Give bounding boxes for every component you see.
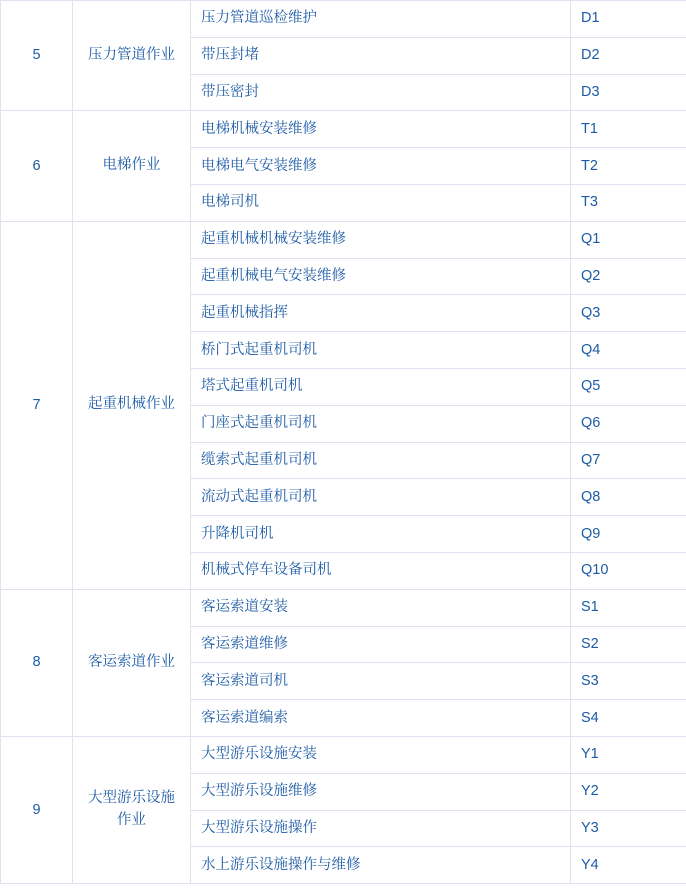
- operation-code-cell: D2: [571, 37, 686, 74]
- row-index-cell: 8: [1, 589, 73, 736]
- operation-item-cell: 客运索道维修: [191, 626, 571, 663]
- operation-code-cell: D1: [571, 1, 686, 38]
- operation-item-cell: 电梯司机: [191, 184, 571, 221]
- operation-code-cell: Q8: [571, 479, 686, 516]
- row-index-cell: 7: [1, 221, 73, 589]
- operation-item-cell: 电梯电气安装维修: [191, 148, 571, 185]
- table-row: [1, 736, 686, 773]
- category-label: 大型游乐设施作业: [88, 790, 175, 829]
- operation-code-cell: Q6: [571, 405, 686, 442]
- operation-code-cell: Q5: [571, 368, 686, 405]
- operation-item-cell: 机械式停车设备司机: [191, 552, 571, 589]
- operation-code-cell: Q4: [571, 332, 686, 369]
- row-index-cell: 5: [1, 1, 73, 111]
- operation-item-cell: 客运索道安装: [191, 589, 571, 626]
- operation-item-cell: 电梯机械安装维修: [191, 111, 571, 148]
- row-index-cell: 6: [1, 111, 73, 221]
- category-cell: [73, 221, 191, 589]
- operation-code-cell: Y3: [571, 810, 686, 847]
- category-cell: [73, 111, 191, 221]
- category-label: 客运索道作业: [88, 653, 175, 670]
- operation-item-cell: 大型游乐设施维修: [191, 773, 571, 810]
- operation-item-cell: 起重机械指挥: [191, 295, 571, 332]
- category-label: 压力管道作业: [88, 46, 175, 63]
- operation-item-cell: 水上游乐设施操作与维修: [191, 847, 571, 884]
- table-row: [1, 221, 686, 258]
- operation-item-cell: 缆索式起重机司机: [191, 442, 571, 479]
- operation-code-cell: S3: [571, 663, 686, 700]
- operation-code-cell: T1: [571, 111, 686, 148]
- operation-code-cell: Q3: [571, 295, 686, 332]
- operation-code-cell: Q9: [571, 516, 686, 553]
- operation-code-cell: Y1: [571, 736, 686, 773]
- operation-item-cell: 门座式起重机司机: [191, 405, 571, 442]
- operation-code-cell: S1: [571, 589, 686, 626]
- category-cell: [73, 1, 191, 111]
- table-body: [1, 1, 686, 884]
- operation-code-cell: Q2: [571, 258, 686, 295]
- operation-item-cell: 流动式起重机司机: [191, 479, 571, 516]
- operation-code-cell: Y2: [571, 773, 686, 810]
- operation-code-cell: T3: [571, 184, 686, 221]
- operation-item-cell: 带压封堵: [191, 37, 571, 74]
- operation-item-cell: 塔式起重机司机: [191, 368, 571, 405]
- operation-code-cell: Q10: [571, 552, 686, 589]
- operation-item-cell: 大型游乐设施操作: [191, 810, 571, 847]
- operation-item-cell: 大型游乐设施安装: [191, 736, 571, 773]
- operation-code-cell: Q7: [571, 442, 686, 479]
- operation-item-cell: 起重机械电气安装维修: [191, 258, 571, 295]
- table-row: [1, 111, 686, 148]
- operation-item-cell: 客运索道编索: [191, 700, 571, 737]
- operation-item-cell: 桥门式起重机司机: [191, 332, 571, 369]
- operation-code-cell: Q1: [571, 221, 686, 258]
- operation-item-cell: 客运索道司机: [191, 663, 571, 700]
- category-label: 起重机械作业: [88, 396, 175, 413]
- operation-code-cell: S2: [571, 626, 686, 663]
- operation-code-cell: D3: [571, 74, 686, 111]
- operation-item-cell: 带压密封: [191, 74, 571, 111]
- operation-code-cell: S4: [571, 700, 686, 737]
- operation-item-cell: 升降机司机: [191, 516, 571, 553]
- category-cell: [73, 589, 191, 736]
- category-label: 电梯作业: [102, 157, 161, 174]
- operation-code-cell: Y4: [571, 847, 686, 884]
- operation-code-cell: T2: [571, 148, 686, 185]
- row-index-cell: 9: [1, 736, 73, 883]
- table-row: [1, 1, 686, 38]
- table-row: [1, 589, 686, 626]
- category-cell: [73, 736, 191, 883]
- operation-item-cell: 起重机械机械安装维修: [191, 221, 571, 258]
- operation-item-cell: 压力管道巡检维护: [191, 1, 571, 38]
